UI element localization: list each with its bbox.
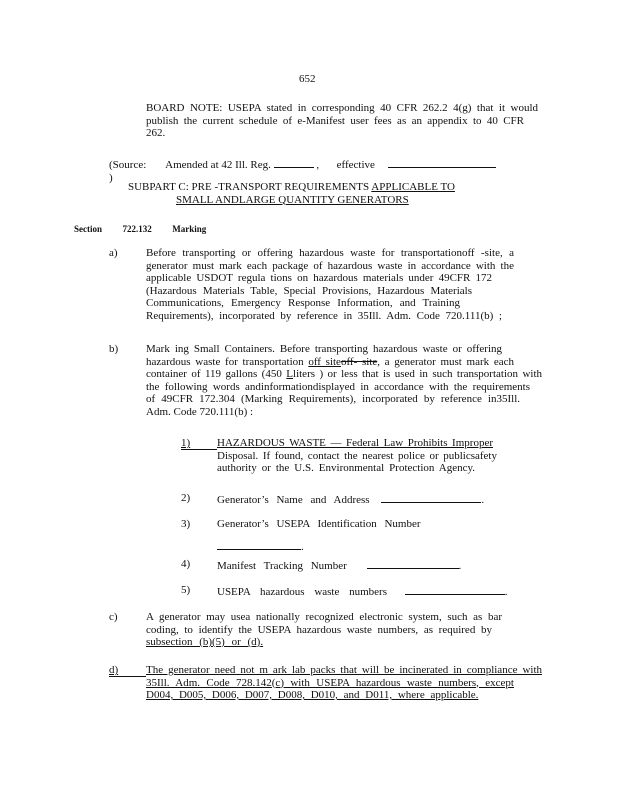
inserted-text: subsection (b)(5) or (d) [146, 636, 261, 648]
para-a-marker: a) [109, 247, 118, 259]
para-a-line: Before transporting or offering hazardous waste for transportationoff -site, a [146, 247, 514, 259]
source-register-blank [274, 157, 314, 168]
subpart-line-2: SMALL ANDLARGE QUANTITY GENERATORS [176, 193, 409, 206]
para-d-line: The generator need not m ark lab packs that will be incinerated in compliance with [146, 664, 542, 676]
source-text: Amended at 42 Ill. Reg. [165, 159, 271, 171]
para-b-line: container of 119 gallons (450 Lliters ) or less that is used in such transportation with [146, 368, 543, 380]
item-3-marker: 3) [181, 518, 191, 530]
para-b-line: of 49CFR 172.304 (Marking Requirements), incorporated by reference in35Ill. [146, 393, 520, 405]
para-a-line: (Hazardous Materials Table, Special Provisions, Hazardous Materials [146, 284, 472, 297]
para-c-line: coding, to identify the USEPA hazardous waste numbers, as required by [146, 623, 492, 636]
para-a-line: Requirements), incorporated by reference in 35Ill. Adm. Code 720.111(b) ; [146, 309, 502, 322]
item-2-marker: 2) [181, 492, 191, 504]
para-a-line: applicable USDOT regula tions on hazardous materials under 49CFR 172 [146, 272, 492, 284]
source-effective-blank [388, 157, 496, 168]
para-b-line: the following words andinformationdisplayed in accordance with the requirements [146, 380, 530, 393]
item-1-line: Disposal. If found, contact the nearest police or publicsafety [217, 449, 497, 462]
item-4-marker: 4) [181, 558, 191, 570]
item-5-marker: 5) [181, 584, 191, 596]
para-b-line: Adm. Code 720.111(b) : [146, 405, 254, 418]
inserted-text: off site [308, 355, 341, 368]
subpart-heading [128, 181, 498, 206]
para-b-marker: b) [109, 343, 119, 355]
source-line: (Source: Amended at 42 Ill. Reg. , effective ) [109, 157, 499, 184]
item-3-body: Generator’s USEPA Identification Number . [217, 518, 421, 553]
board-note-line-1: BOARD NOTE: USEPA stated in corresponding 40 CFR 262.2 4(g) that it would [146, 102, 538, 114]
source-close: ) [109, 171, 113, 184]
deleted-text: off- site [340, 355, 378, 368]
item-1-marker: 1) [181, 437, 191, 449]
para-b-body [146, 343, 542, 418]
para-c-marker: c) [109, 611, 118, 623]
para-a-line: generator must mark each package of hazardous waste in accordance with the [146, 259, 514, 272]
item-5-body: USEPA hazardous waste numbers . [217, 586, 508, 598]
para-d-line: D004, D005, D006, D007, D008, D010, and D011, where applicable. [146, 689, 479, 701]
para-c-line: A generator may usea nationally recognized electronic system, such as bar [146, 611, 502, 623]
section-title: Marking [172, 224, 207, 234]
board-note [146, 102, 538, 140]
item-1-underline [181, 449, 217, 450]
item-5-blank [405, 584, 505, 595]
para-d-marker-line [109, 676, 146, 677]
inserted-text: L [286, 368, 294, 380]
item-3-blank [217, 539, 301, 550]
item-1-line: HAZARDOUS WASTE — Federal Law Prohibits Improper [217, 437, 493, 449]
para-a-line: Communications, Emergency Response Information, and Training [146, 297, 460, 309]
board-note-line-3: 262. [146, 127, 166, 139]
section-label: Section [74, 224, 102, 234]
item-1-body [217, 437, 497, 475]
para-c-line: subsection (b)(5) or (d). [146, 636, 264, 648]
item-2-body: Generator’s Name and Address . [217, 494, 485, 506]
para-c-body [146, 611, 502, 649]
para-b-line: hazardous waste for transportation off siteoff- site, a generator must mark each [146, 355, 514, 368]
para-a-body [146, 247, 514, 322]
para-b-line: Mark ing Small Containers. Before transporting hazardous waste or offering [146, 343, 502, 355]
item-2-blank [381, 492, 481, 503]
source-effective-label: effective [336, 159, 375, 171]
item-4-body: Manifest Tracking Number . [217, 560, 462, 572]
para-d-line: 35Ill. Adm. Code 728.142(c) with USEPA hazardous waste numbers, except [146, 676, 514, 689]
section-heading [74, 224, 206, 234]
source-label: (Source: [109, 159, 147, 171]
page-number: 652 [299, 73, 316, 85]
item-1-line: authority or the U.S. Environmental Protection Agency. [217, 462, 475, 474]
para-d-body [146, 664, 542, 702]
subpart-line-1: SUBPART C: PRE -TRANSPORT REQUIREMENTS APPLICABLE TO [128, 181, 455, 193]
board-note-line-2: publish the current schedule of e-Manifest user fees as an appendix to 40 CFR [146, 114, 524, 127]
para-d-marker: d) [109, 664, 119, 676]
item-4-blank [367, 558, 459, 569]
section-number: 722.132 [122, 224, 152, 234]
